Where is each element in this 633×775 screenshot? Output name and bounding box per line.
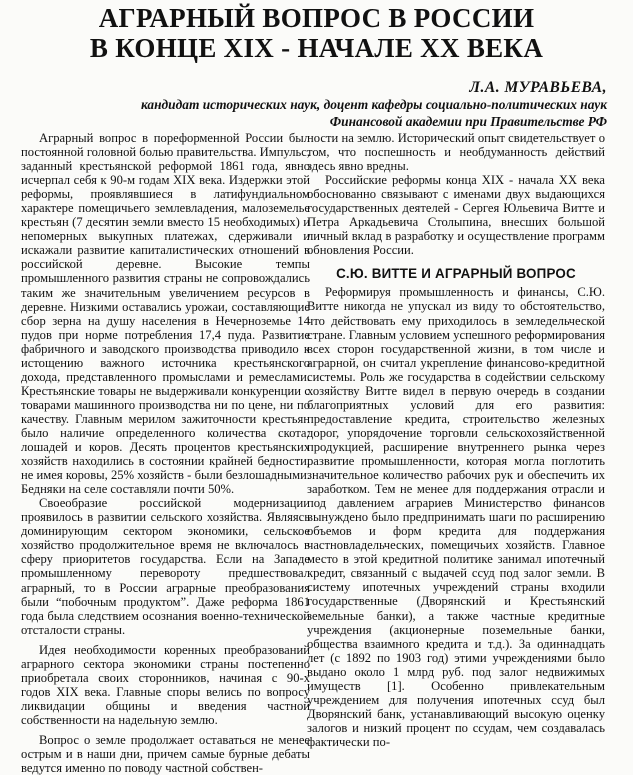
byline xyxy=(141,79,607,130)
paragraph: Реформируя промышленность и финансы, С.Ю. Витте никогда не упускал из виду то обстоятельство, что действовать ему приходилось в земледельческой стране. Главным условием успешного реформирования всех сторон государственной жизни, в том числе и аграрной, он считал укрепление финансово-кредитной системы. Роль же государства в содействии сельскому хозяйству Витте видел в первую очередь в создании благоприятных условий для его развития: предоставление кредита, строительство железных дорог, упорядочение торговли сельскохозяйственной продукцией, расширение внутреннего рынка через развитие промышленности, которая могла поглотить значительное количество рабочих рук и обеспечить их заработком. Тем не менее для поддержания отрасли и под давлением аграриев Министерство финансов вынуждено было предпринимать шаги по расширению объемов и форм кредита для поддержания частновладельческих, помещичьих хозяйств. Главное место в этой кредитной политике занимал ипотечный кредит, связанный с выдачей ссуд под залог земли. В систему ипотечных учреждений страны входили государственные (Дворянский и Крестьянский земельные банки), а также частные кредитные учреждения (акционерные поземельные банки, общества взаимного кредита и т.д.). За одиннадцать лет (с 1892 по 1903 год) этими учреждениями было выдано около 1 млрд руб. под залог недвижимых имуществ [1]. Особенно привлекательным учреждением для получения ипотечных ссуд был Дворянский банк, устанавливающий высокую оценку залогов и низкий процент по ссудам, чем создавалась фактически по- xyxy=(307,285,605,749)
author-name: Л.А. МУРАВЬЕВА, xyxy=(469,79,607,96)
paragraph: Аграрный вопрос в пореформенной России был постоянной головной болью правительства. Импульс, заданный крестьянской реформой 1861 года, явно исчерпал себя к 90-м годам XIX века. Издержки этой реформы, проявлявшиеся в латифундиальном характере помещичьего землевладения, малоземелье крестьян (7 десятин земли вместо 15 необходимых) и непомерных выкупных платежах, сдерживали и искажали развитие капиталистических отношений в российской деревне. Высокие темпы промышленного развития страны не сопровождались таким же значительным увеличением ресурсов в деревне. Низкими оставались урожаи, составляющие сбор зерна на душу населения в Нечерноземье 14 пудов при норме потребления 17,4 пуда. Развитие фабричного и заводского производства приводило к истощению важного источника крестьянского дохода, представленного промыслами и ремеслами. Крестьянские товары не выдерживали конкуренции с товарами машинного производства ни по цене, ни по качеству. Главным мерилом зажиточности крестьян было наличие определенного количества скота: лошадей и коров. Десять процентов крестьянских хозяйств находились в состоянии крайней бедности, не имея коровы, 25% хозяйств - были безлошадными. Бедняки на селе составляли почти 50%. xyxy=(21,131,310,497)
affiliation-line-2: Финансовой академии при Правительстве РФ xyxy=(329,114,607,129)
paragraph: Идея необходимости коренных преобразований аграрного сектора экономики страны постепенно приобретала своих сторонников, начиная с 90-х годов XIX века. Главные споры велись по вопросу ликвидации общины и введения частной собственности на надельную землю. xyxy=(21,642,310,727)
affiliation-line-1: кандидат исторических наук, доцент кафедры социально-политических наук xyxy=(140,97,607,112)
paragraph: Своеобразие российской модернизации проявилось в развитии сельского хозяйства. Являясь доминирующим сектором экономики, сельское хозяйство продолжительное время не включалось в сферу приоритетов государства. Если на Западе промышленному перевороту предшествовал аграрный, то в России аграрные преобразования были “побочным продуктом”. Даже реформа 1861 года была следствием осознания военно-технической отсталости страны. xyxy=(21,496,310,637)
article-title xyxy=(0,0,633,63)
title-line-1: АГРАРНЫЙ ВОПРОС В РОССИИ xyxy=(98,3,535,33)
title-line-2: В КОНЦЕ XIX - НАЧАЛЕ XX ВЕКА xyxy=(89,33,544,63)
section-heading: С.Ю. ВИТТЕ И АГРАРНЫЙ ВОПРОС xyxy=(336,266,576,282)
paragraph: Российские реформы конца XIX - начала XX века обоснованно связывают с именами двух выдающихся государственных деятелей - Сергея Юльевича Витте и Петра Аркадьевича Столыпина, внесших большой личный вклад в разработку и осуществление программ обновления России. xyxy=(307,173,605,258)
paragraph: Вопрос о земле продолжает оставаться не менее острым и в наши дни, причем самые бурные дебаты ведутся именно по поводу частной собствен- xyxy=(21,732,310,775)
right-column xyxy=(307,131,605,749)
paragraph: ности на землю. Исторический опыт свидетельствует о том, что поспешность и необдуманность действий здесь явно вредны. xyxy=(307,131,605,174)
left-column xyxy=(21,131,310,775)
